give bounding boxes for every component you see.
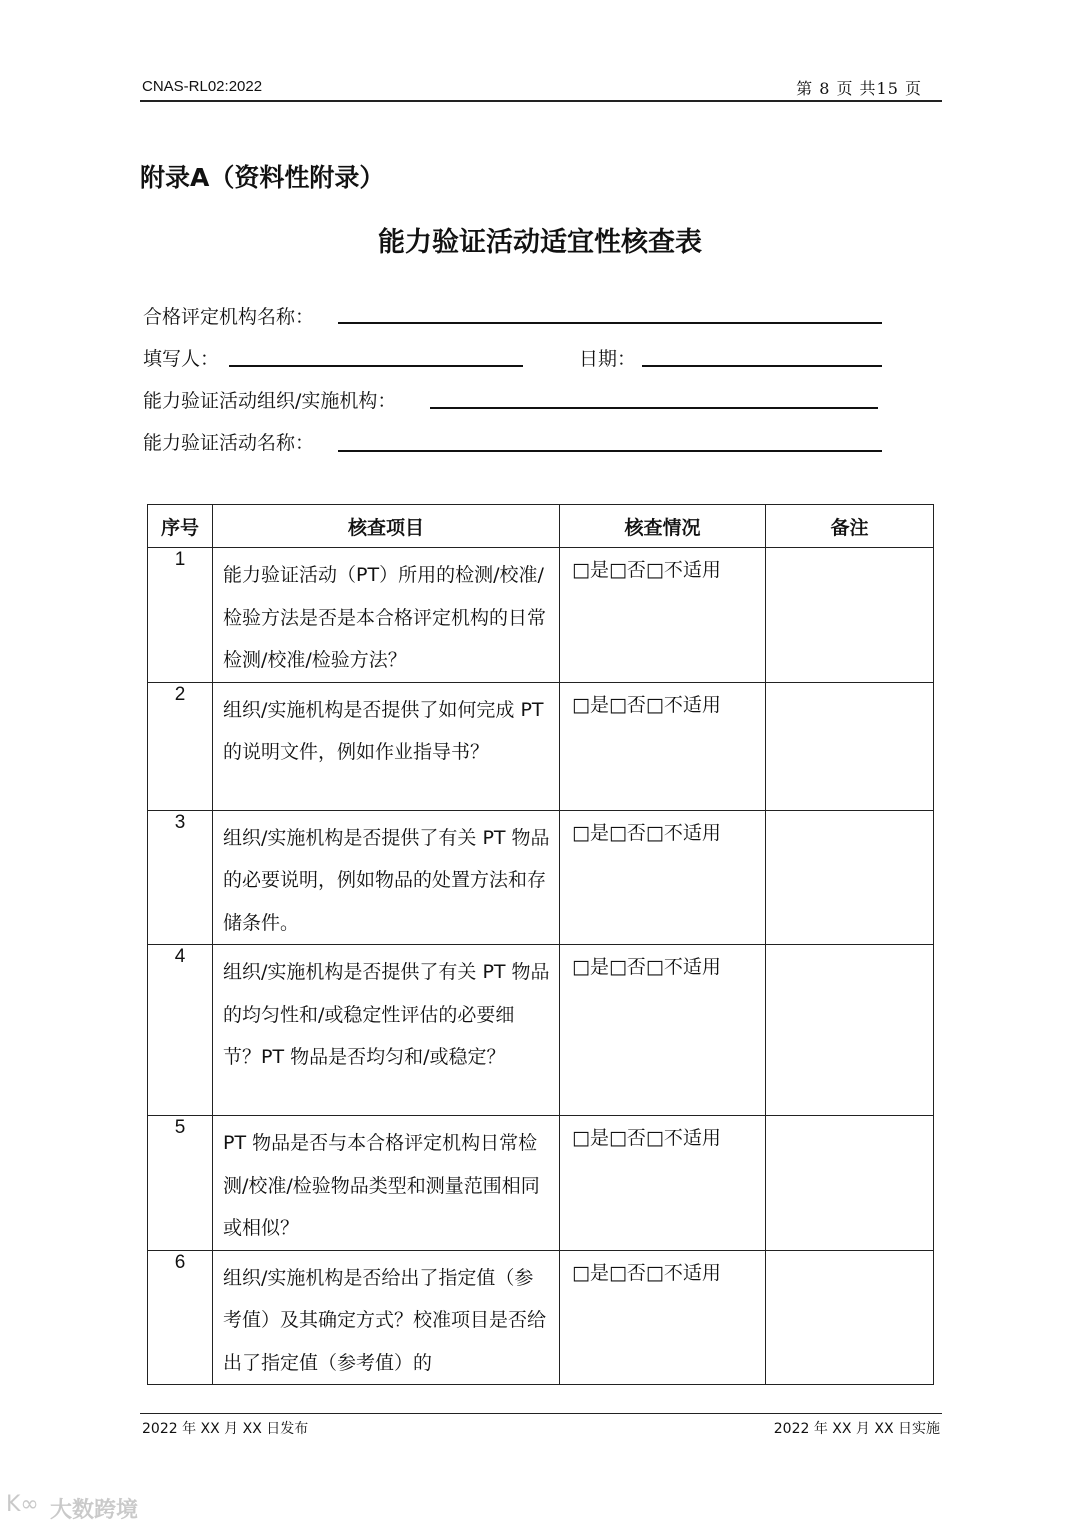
row-number: 3 bbox=[148, 810, 213, 945]
row-status-options[interactable]: □是□否□不适用 bbox=[560, 1250, 766, 1385]
publish-date: 2022 年 XX 月 XX 日发布 bbox=[142, 1421, 309, 1437]
row-item: 组织/实施机构是否提供了如何完成 PT 的说明文件，例如作业指导书？ bbox=[213, 682, 560, 810]
date-label: 日期： bbox=[579, 348, 637, 370]
header-status: 核查情况 bbox=[560, 505, 766, 548]
page-info: 第 8 页 共15 页 bbox=[796, 79, 922, 98]
org-name-line[interactable] bbox=[338, 322, 882, 324]
effective-date: 2022 年 XX 月 XX 日实施 bbox=[773, 1421, 940, 1437]
row-number: 2 bbox=[148, 682, 213, 810]
table-row bbox=[148, 548, 934, 683]
filler-label: 填写人： bbox=[143, 348, 220, 370]
row-number: 1 bbox=[148, 548, 213, 683]
table-header-row bbox=[148, 505, 934, 548]
pt-name-label: 能力验证活动名称： bbox=[143, 432, 315, 454]
header-item: 核查项目 bbox=[213, 505, 560, 548]
table-row bbox=[148, 1116, 934, 1251]
row-remark[interactable] bbox=[766, 1116, 934, 1251]
footer-divider bbox=[140, 1413, 942, 1414]
row-item: 组织/实施机构是否提供了有关 PT 物品的均匀性和/或稳定性评估的必要细节？PT 物品是否均匀和/或稳定？ bbox=[213, 945, 560, 1116]
watermark-text: 大数跨境 bbox=[50, 1498, 139, 1523]
header-divider bbox=[140, 100, 942, 102]
row-remark[interactable] bbox=[766, 1250, 934, 1385]
table-row bbox=[148, 682, 934, 810]
filler-line[interactable] bbox=[229, 365, 523, 367]
row-status-options[interactable]: □是□否□不适用 bbox=[560, 682, 766, 810]
row-remark[interactable] bbox=[766, 682, 934, 810]
org-name-label: 合格评定机构名称： bbox=[143, 306, 315, 328]
table-row bbox=[148, 810, 934, 945]
header-seq: 序号 bbox=[148, 505, 213, 548]
row-number: 5 bbox=[148, 1116, 213, 1251]
row-number: 4 bbox=[148, 945, 213, 1116]
pt-org-line[interactable] bbox=[430, 407, 878, 409]
doc-code: CNAS-RL02:2022 bbox=[142, 78, 263, 95]
table-row bbox=[148, 945, 934, 1116]
row-remark[interactable] bbox=[766, 548, 934, 683]
header-remark: 备注 bbox=[766, 505, 934, 548]
row-number: 6 bbox=[148, 1250, 213, 1385]
row-status-options[interactable]: □是□否□不适用 bbox=[560, 810, 766, 945]
row-status-options[interactable]: □是□否□不适用 bbox=[560, 548, 766, 683]
row-item: PT 物品是否与本合格评定机构日常检测/校准/检验物品类型和测量范围相同或相似？ bbox=[213, 1116, 560, 1251]
pt-org-label: 能力验证活动组织/实施机构： bbox=[143, 390, 397, 412]
date-line[interactable] bbox=[642, 365, 882, 367]
appendix-heading: 附录A（资料性附录） bbox=[140, 163, 385, 192]
pt-name-line[interactable] bbox=[338, 450, 882, 452]
watermark-logo-icon: K∞ bbox=[6, 1492, 39, 1517]
row-item: 组织/实施机构是否提供了有关 PT 物品的必要说明，例如物品的处置方法和存储条件。 bbox=[213, 810, 560, 945]
row-remark[interactable] bbox=[766, 945, 934, 1116]
row-remark[interactable] bbox=[766, 810, 934, 945]
row-item: 组织/实施机构是否给出了指定值（参考值）及其确定方式？校准项目是否给出了指定值（参考值）的 bbox=[213, 1250, 560, 1385]
page-title: 能力验证活动适宜性核查表 bbox=[378, 227, 702, 258]
row-status-options[interactable]: □是□否□不适用 bbox=[560, 1116, 766, 1251]
check-table bbox=[147, 504, 934, 1385]
row-status-options[interactable]: □是□否□不适用 bbox=[560, 945, 766, 1116]
table-row bbox=[148, 1250, 934, 1385]
row-item: 能力验证活动（PT）所用的检测/校准/检验方法是否是本合格评定机构的日常检测/校准/检验方法？ bbox=[213, 548, 560, 683]
